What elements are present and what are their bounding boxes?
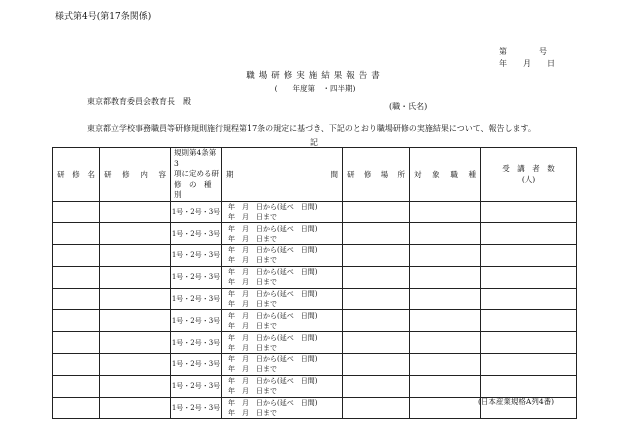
cell-period[interactable] <box>222 332 343 354</box>
cell-training-content[interactable] <box>100 397 171 419</box>
cell-training-place[interactable] <box>343 288 410 310</box>
cell-attendee-count[interactable] <box>481 266 577 288</box>
header-training-content-char: 容 <box>158 169 166 179</box>
cell-training-name[interactable] <box>53 245 100 267</box>
cell-training-name[interactable] <box>53 354 100 376</box>
period-start-line: 年 月 日から(延べ 日間) <box>228 377 318 386</box>
table-row <box>53 375 577 397</box>
cell-training-content[interactable] <box>100 266 171 288</box>
header-period-char: 間 <box>330 169 338 179</box>
header-target-job <box>410 148 481 202</box>
table-row <box>53 332 577 354</box>
header-training-place-char: 修 <box>363 169 372 179</box>
cell-training-type[interactable]: 1号・2号・3号 <box>171 354 222 376</box>
table-header-row <box>53 148 577 202</box>
cell-period[interactable] <box>222 288 343 310</box>
header-training-name-char: 研 <box>57 169 65 179</box>
cell-training-name[interactable] <box>53 266 100 288</box>
header-training-type-line: 項に定める研 <box>174 169 219 178</box>
cell-training-place[interactable] <box>343 201 410 223</box>
header-training-content-char: 内 <box>140 169 148 179</box>
cell-attendee-count[interactable] <box>481 201 577 223</box>
period-start-line: 年 月 日から(延べ 日間) <box>228 246 318 255</box>
ki-label: 記 <box>310 138 318 147</box>
period-end-line: 年 月 日まで <box>228 343 277 352</box>
cell-training-content[interactable] <box>100 223 171 245</box>
header-training-type <box>171 148 222 202</box>
header-period-char: 期 <box>226 169 234 179</box>
period-end-line: 年 月 日まで <box>228 212 277 221</box>
header-target-job-char: 職 <box>450 169 458 179</box>
cell-period[interactable] <box>222 397 343 419</box>
cell-target-job[interactable] <box>410 354 481 376</box>
cell-attendee-count[interactable] <box>481 375 577 397</box>
header-training-place-char: 所 <box>397 169 405 179</box>
header-target-job-char: 種 <box>468 169 476 179</box>
cell-training-content[interactable] <box>100 332 171 354</box>
header-training-place-char: 場 <box>380 169 389 179</box>
cell-training-type[interactable]: 1号・2号・3号 <box>171 375 222 397</box>
signer-label: (職・氏名) <box>389 102 428 111</box>
table-row <box>53 354 577 376</box>
cell-training-place[interactable] <box>343 354 410 376</box>
cell-training-type[interactable]: 1号・2号・3号 <box>171 201 222 223</box>
cell-training-type[interactable]: 1号・2号・3号 <box>171 310 222 332</box>
cell-training-content[interactable] <box>100 245 171 267</box>
cell-period[interactable] <box>222 375 343 397</box>
cell-training-name[interactable] <box>53 201 100 223</box>
cell-target-job[interactable] <box>410 332 481 354</box>
cell-training-content[interactable] <box>100 354 171 376</box>
cell-training-place[interactable] <box>343 223 410 245</box>
table-row <box>53 310 577 332</box>
cell-training-content[interactable] <box>100 310 171 332</box>
header-target-job-char: 対 <box>414 169 422 179</box>
period-start-line: 年 月 日から(延べ 日間) <box>228 224 318 233</box>
header-training-content <box>100 148 171 202</box>
header-training-name <box>53 148 100 202</box>
date-label: 年 月 日 <box>499 59 555 68</box>
cell-training-type[interactable]: 1号・2号・3号 <box>171 397 222 419</box>
period-label: ( 年度第 ・四半期) <box>274 84 356 93</box>
cell-target-job[interactable] <box>410 375 481 397</box>
period-start-line: 年 月 日から(延べ 日間) <box>228 268 318 277</box>
cell-training-type[interactable]: 1号・2号・3号 <box>171 288 222 310</box>
cell-training-name[interactable] <box>53 332 100 354</box>
cell-training-name[interactable] <box>53 375 100 397</box>
period-end-line: 年 月 日まで <box>228 234 277 243</box>
cell-period[interactable] <box>222 310 343 332</box>
period-start-line: 年 月 日から(延べ 日間) <box>228 290 318 299</box>
cell-training-type[interactable]: 1号・2号・3号 <box>171 332 222 354</box>
period-end-line: 年 月 日まで <box>228 321 277 330</box>
cell-training-type[interactable]: 1号・2号・3号 <box>171 266 222 288</box>
cell-training-place[interactable] <box>343 332 410 354</box>
table-row <box>53 288 577 310</box>
period-end-line: 年 月 日まで <box>228 409 277 418</box>
cell-period[interactable] <box>222 223 343 245</box>
cell-target-job[interactable] <box>410 223 481 245</box>
period-end-line: 年 月 日まで <box>228 278 277 287</box>
cell-training-name[interactable] <box>53 288 100 310</box>
header-training-content-char: 修 <box>122 169 130 179</box>
period-start-line: 年 月 日から(延べ 日間) <box>228 311 318 320</box>
cell-attendee-count[interactable] <box>481 354 577 376</box>
table-row <box>53 223 577 245</box>
period-end-line: 年 月 日まで <box>228 365 277 374</box>
header-training-content-char: 研 <box>104 169 112 179</box>
table-row <box>53 266 577 288</box>
cell-training-type[interactable]: 1号・2号・3号 <box>171 245 222 267</box>
cell-target-job[interactable] <box>410 310 481 332</box>
table-row <box>53 245 577 267</box>
header-training-type-line: 規則第4条第3 <box>174 148 217 168</box>
cell-target-job[interactable] <box>410 201 481 223</box>
cell-target-job[interactable] <box>410 397 481 419</box>
cell-period[interactable] <box>222 266 343 288</box>
page-title: 職場研修実施結果報告書 <box>246 71 384 81</box>
period-start-line: 年 月 日から(延べ 日間) <box>228 333 318 342</box>
header-training-name-char: 名 <box>87 169 95 179</box>
period-start-line: 年 月 日から(延べ 日間) <box>228 202 318 211</box>
intro-text: 東京都立学校事務職員等研修規則施行規程第17条の規定に基づき、下記のとおり職場研修の実施結果について、報告します。 <box>87 124 536 133</box>
cell-attendee-count[interactable] <box>481 288 577 310</box>
cell-training-name[interactable] <box>53 223 100 245</box>
cell-training-place[interactable] <box>343 245 410 267</box>
period-start-line: 年 月 日から(延べ 日間) <box>228 355 318 364</box>
cell-target-job[interactable] <box>410 245 481 267</box>
document-number-label: 第 号 <box>499 47 547 56</box>
cell-training-content[interactable] <box>100 288 171 310</box>
period-end-line: 年 月 日まで <box>228 300 277 309</box>
cell-attendee-count[interactable] <box>481 223 577 245</box>
period-start-line: 年 月 日から(延べ 日間) <box>228 399 318 408</box>
cell-target-job[interactable] <box>410 266 481 288</box>
cell-attendee-count[interactable] <box>481 332 577 354</box>
addressee: 東京都教育委員会教育長 殿 <box>87 97 191 106</box>
header-training-name-char: 修 <box>72 169 80 179</box>
cell-training-content[interactable] <box>100 375 171 397</box>
paper-size-note: (日本産業規格A列4番) <box>478 397 555 406</box>
header-training-type-line: 修 の 種 別 <box>174 179 219 199</box>
form-number: 様式第4号(第17条関係) <box>55 12 152 22</box>
cell-training-type[interactable]: 1号・2号・3号 <box>171 223 222 245</box>
table-row <box>53 201 577 223</box>
header-target-job-char: 象 <box>432 169 440 179</box>
cell-training-name[interactable] <box>53 397 100 419</box>
header-training-place <box>343 148 410 202</box>
cell-attendee-count[interactable] <box>481 310 577 332</box>
header-training-place-char: 研 <box>347 169 355 179</box>
period-end-line: 年 月 日まで <box>228 387 277 396</box>
header-attendee-count <box>481 148 577 202</box>
header-period <box>222 148 343 202</box>
header-attendee-count-line: 受 講 者 数 <box>502 164 555 174</box>
cell-training-name[interactable] <box>53 310 100 332</box>
period-end-line: 年 月 日まで <box>228 256 277 265</box>
cell-training-place[interactable] <box>343 397 410 419</box>
report-table <box>52 147 577 419</box>
cell-training-place[interactable] <box>343 375 410 397</box>
cell-training-place[interactable] <box>343 266 410 288</box>
header-attendee-count-line: (人) <box>521 175 536 185</box>
cell-period[interactable] <box>222 245 343 267</box>
cell-training-place[interactable] <box>343 310 410 332</box>
cell-period[interactable] <box>222 354 343 376</box>
cell-period[interactable] <box>222 201 343 223</box>
cell-target-job[interactable] <box>410 288 481 310</box>
cell-attendee-count[interactable] <box>481 245 577 267</box>
cell-training-content[interactable] <box>100 201 171 223</box>
